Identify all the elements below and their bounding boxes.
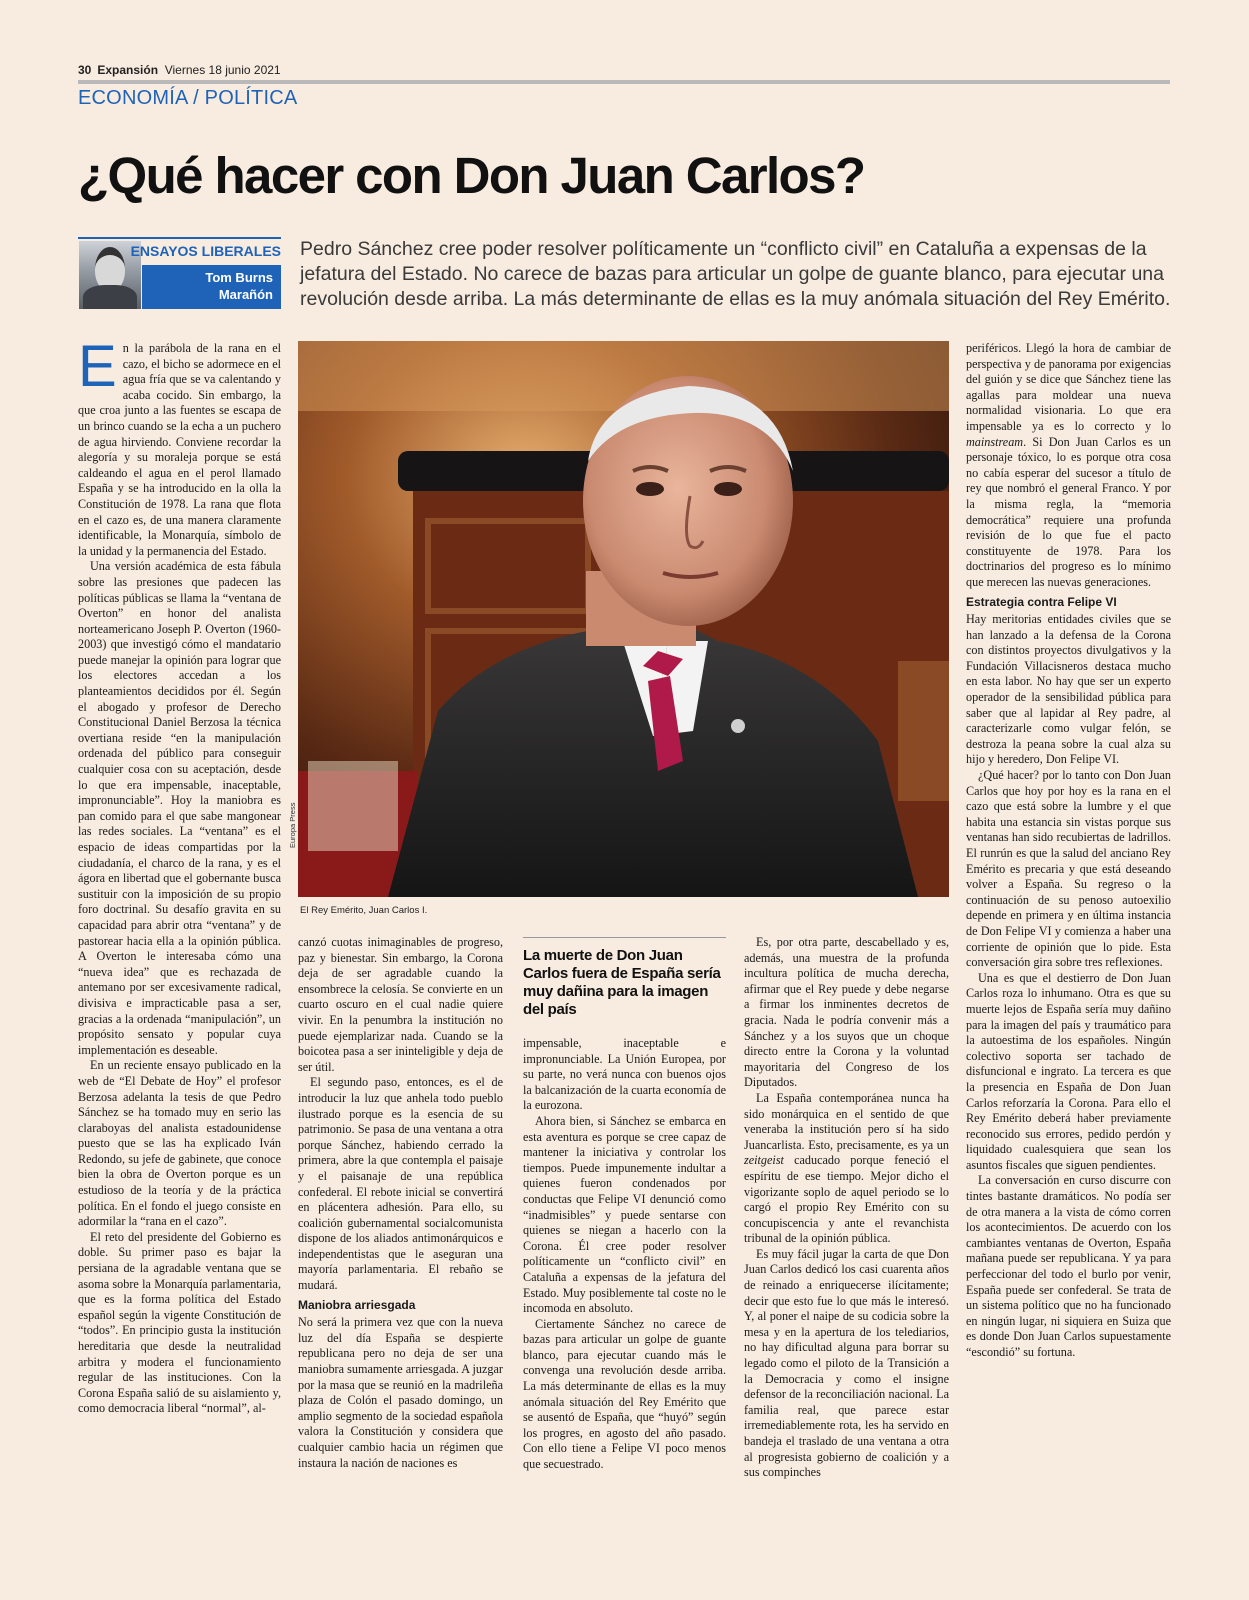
italic-term: mainstream [966, 434, 1024, 449]
italic-term: zeitgeist [744, 1153, 784, 1168]
column-series: ENSAYOS LIBERALES [130, 243, 281, 259]
body-paragraph: En la parábola de la rana en el cazo, el bicho se adormece en el agua fría que se va calentando y acaba cocido. Sin embargo, la que croa junto a las fuentes se escapa de un brinco cuando se la echa a un puchero de agua hirviendo. Conviene recordar la alegoría y su moraleja porque se está caldeando el agua en el perol llamado España y se ha introducido en la olla la Constitución de 1978. La rana que flota en el cazo es, de una manera claramente identificable, la Monarquía, símbolo de la unidad y la permanencia del Estado. [78, 334, 281, 558]
body-column-2 [298, 935, 503, 1471]
subheading: Maniobra arriesgada [298, 1297, 416, 1312]
photo-credit: Europa Press [288, 802, 297, 848]
body-column-4 [744, 935, 949, 1481]
body-paragraph: ¿Qué hacer? por lo tanto con Don Juan Carlos que hoy por hoy es la rana en el cazo que está sobre la lumbre y el que habita una estancia sin vistas porque sus ventanas han sido recubiertas de ladrillos. El runrún es que la salud del anciano Rey Emérito es precaria y que está deseando volver a España. Su regreso o la continuación de su penoso autoexilio depende en primera y en última instancia de Don Felipe VI y comienza a haber una corriente de opinión que lo pide. Esta conversación gira sobre tres reflexiones. [966, 768, 1171, 970]
photo-caption: El Rey Emérito, Juan Carlos I. [300, 905, 428, 916]
byline-box [78, 237, 281, 310]
body-paragraph: Ahora bien, si Sánchez se embarca en esta aventura es porque se cree capaz de mantener la iniciativa y controlar los tiempos. Puede impunemente indultar a quienes fueron condenados por conductas que Felipe VI denunció como “inadmisibles” y puede sentarse con quienes se niegan a hacerlo con la Corona. Él cree poder resolver políticamente un “conflicto civil” en Cataluña a expensas de la jefatura del Estado. Muy posiblemente tal coste no le incomoda en absoluto. [523, 1113, 726, 1316]
body-paragraph: Ciertamente Sánchez no carece de bazas para articular un golpe de guante blanco, para ejecutar cuando más le convenga una revolución desde arriba. La más determinante de ellas es la muy anómala situación del Rey Emérito que se ausentó de España, que “huyó” según los progres, en agosto del año pasado. Con ello tiene a Felipe VI poco menos que secuestrado. [523, 1316, 726, 1472]
pullquote-rule [523, 937, 726, 938]
body-paragraph: Una es que el destierro de Don Juan Carlos roza lo inhumano. Otra es que su muerte lejos de España sería muy dañino para la imagen del país y traumático para la autoestima de los españoles. Ningún colectivo soporta ser tachado de disfuncional e ingrato. La tercera es que la presencia en España de Don Juan Carlos reforzaría la Corona. Para ello el Rey Emérito deberá haber previamente reconocido sus errores, pedido perdón y liquidado cualesquiera que sean los asuntos fiscales que siguen pendientes. [966, 970, 1171, 1172]
section-label: ECONOMÍA / POLÍTICA [78, 87, 298, 109]
body-paragraph: La conversación en curso discurre con tintes bastante dramáticos. No podía ser de otra manera a la vista de cómo corren los acontecimientos. De acuerdo con los cambiantes ventanas de Overton, España mañana puede ser republicana. Y ya para perfeccionar del todo el burlo por venir, España puede ser confederal. Se trata de un sistema político que no ha funcionado en ningún lugar, ni siquiera en Suiza que es donde Don Juan Carlos supuestamente “escondió” su fortuna. [966, 1173, 1171, 1359]
body-paragraph: Una versión académica de esta fábula sobre las presiones que padecen las políticas públicas se llama la “ventana de Overton” en honor del analista norteamericano Joseph P. Overton (1960-2003) que investigó cómo el mandatario puede manejar la opinión para lograr que los electores accedan a los planteamientos decididos por él. Según el abogado y profesor de Derecho Constitucional Daniel Berzosa la técnica overtiana reside “en la manipulación ordenada del público para conseguir cualquier cosa con su aceptación, desde lo que era impensable, inaceptable, impronunciable”. Hoy la maniobra es pan comido para el que sabe mangonear las redes sociales. La “ventana” es el espacio de ideas compartidas por la ciudadanía, el charco de la rana, y es el ágora en libertad que el gobernante busca sustituir con la imposición de su propio foro doctrinal. Su desafío gravita en su capacidad para abrir otra “ventana” y de pastorear hacia ella a la opinión pública. A Overton le interesaba cómo una “nueva idea” que es rechazada de antemano por ser excesivamente radical, divisiva e impracticable pasa a ser, gracias a la ordenada “manipulación”, un propósito sensato y popular cuya implementación es deseable. [78, 559, 281, 1057]
photo-illustration [298, 341, 949, 897]
issue-date: Viernes 18 junio 2021 [164, 63, 281, 77]
byline-rule [78, 237, 281, 239]
body-paragraph: El segundo paso, entonces, es el de introducir la luz que anhela todo pueblo ilustrado porque es la esencia de su patrimonio. Se pasa de una ventana a otra porque Sánchez, habiendo cerrado la primera, abre la que contempla el paisaje y el paisanaje de una república confederal. El rebote inicial se convertirá en plácentera adhesión. Para ello, su coalición gubernamental socialcomunista dispone de los aliados antimonárquicos e independentistas que le aseguran una mayoría parlamentaria. El rebaño se mudará. [298, 1075, 503, 1293]
newspaper-name: Expansión [97, 63, 159, 77]
body-paragraph: periféricos. Llegó la hora de cambiar de perspectiva y de panorama por exigencias del guión y se dice que Sánchez tiene las agallas para moldear una nueva normalidad visionaria. Lo que era impensable ya es lo correcto y lo mainstream. Si Don Juan Carlos es un personaje tóxico, lo es porque otra cosa no cabía esperar del sucesor a título de rey que nombró el general Franco. Y por la misma regla, la “memoria democrática” requiere una profunda revisión de lo que fue el pacto constituyente de 1978. Para los doctrinarios del progreso es lo mínimo que merecen las nuevas generaciones. [966, 341, 1171, 589]
body-paragraph: La España contemporánea nunca ha sido monárquica en el sentido de que veneraba la institución pero sí ha sido Juancarlista. Esto, precisamente, es ya un zeitgeist caducado porque feneció el espíritu de ese tiempo. Mejor dicho el vigorizante soplo de aquel periodo se lo cargó el propio Rey Emérito con su concupiscencia y ante el revanchista tribunal de la opinión pública. [744, 1090, 949, 1246]
drop-cap: E [78, 334, 117, 399]
author-name-line2: Marañón [218, 287, 273, 302]
body-paragraph: Es muy fácil jugar la carta de que Don Juan Carlos dedicó los casi cuarenta años de reinado a enriquecerse ilícitamente; decir que esto fue lo que más le interesó. Y, al poner el naipe de su codicia sobre la mesa y en la apertura de los telediarios, no hay dificultad alguna para borrar su legado como el piloto de la Transición a la Democracia y como el insigne defensor de la reconciliación nacional. La familia real, que parece estar irremediablemente rota, les ha servido en bandeja el traslado de una ventana a otra al progresista gobierno de coalición y a sus compinches [744, 1246, 949, 1480]
author-body-shape [83, 285, 137, 309]
page-number: 30 [78, 63, 92, 77]
body-column-3 [523, 1036, 726, 1473]
body-column-5 [966, 341, 1171, 1361]
body-paragraph: El reto del presidente del Gobierno es doble. Su primer paso es bajar la persiana de la agradable ventana que se asoma sobre la Monarquía parlamentaria, que es la forma política del Estado español según la vigente Constitución de “todos”. En principio gusta la institución hereditaria que desde la neutralidad arbitra y modera el funcionamiento regular de las instituciones. Con la Corona España salió de su aislamiento y, como democracia liberal “normal”, al- [78, 1229, 281, 1416]
body-paragraph: No será la primera vez que con la nueva luz del día España se despierte republicana pero no deja de ser una maniobra sumamente arriesgada. A juzgar por la masa que se reunió en la madrileña plaza de Colón el pasado domingo, un amplio segmento de la sociedad española valora la Constitución y considera que cualquier cambio hacia un régimen que instaura la nación de naciones es [298, 1315, 503, 1470]
body-paragraph: canzó cuotas inimaginables de progreso, paz y bienestar. Sin embargo, la Corona deja de ser agradable cuando la ensombrece la celosía. Se convierte en un cuarto oscuro en el cual nadie quiere vivir. En la penumbra la institución no puede ejemplarizar nada. Cuando se la boicotea pasa a ser ininteligible y deja de ser útil. [298, 935, 503, 1074]
author-name-line1: Tom Burns [205, 270, 273, 285]
subheading: Estrategia contra Felipe VI [966, 594, 1117, 609]
top-rule [78, 80, 1170, 84]
standfirst: Pedro Sánchez cree poder resolver políticamente un “conflicto civil” en Cataluña a expensas de la jefatura del Estado. No carece de bazas para articular un golpe de guante blanco, para ejecutar una revolución desde arriba. La más determinante de ellas es la muy anómala situación del Rey Emérito. [300, 238, 1171, 310]
page-folio [78, 63, 281, 77]
article-photo [298, 341, 949, 897]
body-paragraph: Hay meritorias entidades civiles que se han lanzado a la defensa de la Corona con distintos proyectos divulgativos y la Fundación Villacisneros destaca mucho en esta labor. No hay que ser un experto operador de la sensibilidad pública para saber que al lapidar al Rey padre, al caracterizarle como vulgar felón, se destroza la peana sobre la cual alza su hijo y heredero, Don Felipe VI. [966, 612, 1171, 767]
body-column-1 [78, 334, 281, 1417]
author-name [142, 265, 281, 309]
pull-quote: La muerte de Don Juan Carlos fuera de España sería muy dañina para la imagen del país [523, 947, 721, 1018]
headline: ¿Qué hacer con Don Juan Carlos? [78, 147, 865, 204]
body-paragraph: En un reciente ensayo publicado en la web de “El Debate de Hoy” el profesor Berzosa adelanta la tesis de que Pedro Sánchez se ha tomado muy en serio las claraboyas del analista estadounidense puesto que se las ha explicado Iván Redondo, su jefe de gabinete, que conoce bien la obra de Overton porque es un estudioso de la teoría y de la práctica política. En el fondo el juego consiste en adormilar la “rana en el cazo”. [78, 1058, 281, 1229]
body-paragraph: Es, por otra parte, descabellado y es, además, una muestra de la profunda incultura política de mucha derecha, afirmar que el Rey puede y debe negarse a firmar los inminentes decretos de gracia. Nada le podría convenir más a Sánchez y a los suyos que un choque directo entre la Corona y la voluntad mayoritaria del Congreso de los Diputados. [744, 935, 949, 1090]
body-paragraph: impensable, inaceptable e impronunciable. La Unión Europea, por su parte, no verá nunca con buenos ojos la balcanización de la cuarta economía de la eurozona. [523, 1036, 727, 1113]
